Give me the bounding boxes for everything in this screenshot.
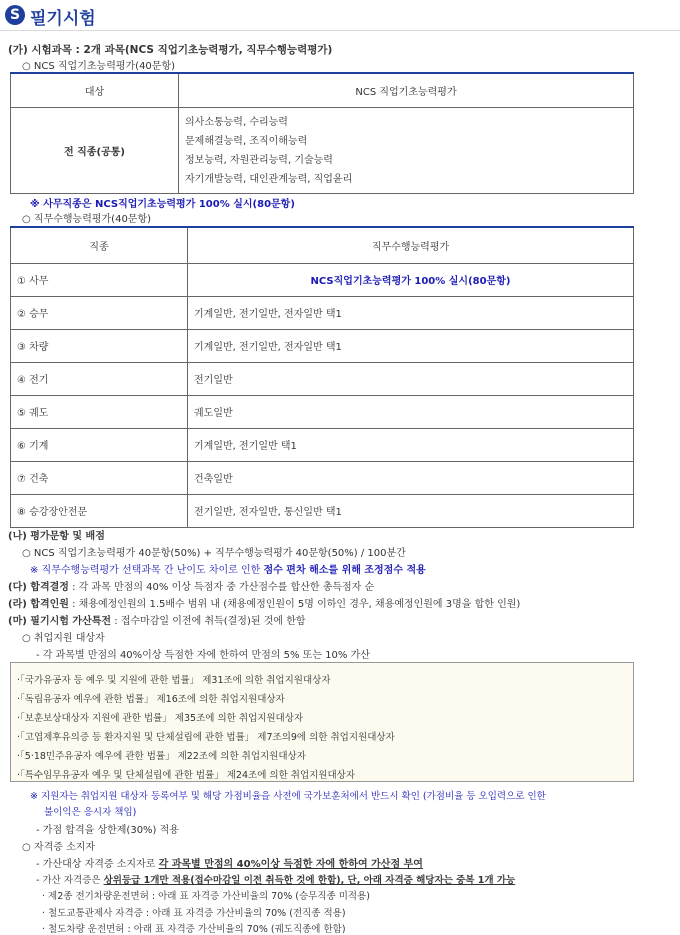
cert-item: · 제2종 전기차량운전면허 : 아래 표 자격증 가산비율의 70% (승무직종 미적용) [42, 891, 370, 902]
section-ra-label: (라) 합격인원 [8, 599, 69, 610]
section-ma-label: (마) 필기시험 가산특전 [8, 616, 112, 627]
ncs-row-label: 전 직종(공통) [11, 107, 179, 193]
job-cell: ④ 전기 [11, 362, 188, 395]
veteran-bonus-line: - 각 과목별 만점의 40%이상 득점한 자에 한하여 만점의 5% 또는 10% 가산 [36, 650, 370, 661]
cert-line1 [36, 855, 423, 870]
veteran-note-line2: 불이익은 응시자 책임) [44, 807, 137, 818]
section-ma-text: : 접수마감일 이전에 취득(결정)된 것에 한함 [111, 616, 306, 627]
law-item: ·「5·18민주유공자 예우에 관한 법률」 제22조에 의한 취업지원대상자 [17, 751, 306, 762]
adjust-note-bold: 점수 편차 해소를 위해 조정점수 적용 [263, 565, 426, 576]
ability-line: 의사소통능력, 수리능력 [185, 116, 288, 128]
job-perf-table [10, 226, 634, 528]
eval-cell: 기계일반, 전기일반, 전자일반 택1 [188, 296, 634, 329]
job-cell: ⑤ 궤도 [11, 395, 188, 428]
law-item: ·「특수임무유공자 예우 및 단체설립에 관한 법률」 제24조에 의한 취업지원대상자 [17, 770, 356, 781]
section-ga-title: (가) 시험과목 : 2개 과목(NCS 직업기초능력평가, 직무수행능력평가) [8, 44, 333, 56]
cert-line2-bold: 상위등급 1개만 적용(접수마감일 이전 취득한 것에 한함), 단, 아래 자격증 해당자는 중복 1개 가능 [103, 875, 516, 886]
table-row [11, 296, 634, 329]
job-cell: ⑥ 기계 [11, 428, 188, 461]
section-da-text: : 각 과목 만점의 40% 이상 득점자 중 가산점수를 합산한 총득점자 순 [68, 582, 375, 593]
cert-line2-pre: - 가산 자격증은 [36, 875, 104, 886]
law-item: ·「고엽제후유의증 등 환자지원 및 단체설립에 관한 법률」 제7조의9에 의한 취업지원대상자 [17, 732, 395, 743]
section-ra [8, 595, 520, 610]
eval-cell: 전기일반 [188, 362, 634, 395]
eval-cell: 기계일반, 전기일반, 전자일반 택1 [188, 329, 634, 362]
cert-line1-pre: - 가산대상 자격증 소지자로 [36, 859, 159, 870]
job-perf-subheading: ○ 직무수행능력평가(40문항) [22, 214, 152, 225]
office-note: ※ 사무직종은 NCS직업기초능력평가 100% 실시(80문항) [30, 199, 295, 210]
eval-cell: 기계일반, 전기일반 택1 [188, 428, 634, 461]
veteran-law-box [10, 662, 634, 782]
section-ma [8, 612, 306, 627]
eval-cell: 궤도일반 [188, 395, 634, 428]
cap-line: - 가점 합격을 상한제(30%) 적용 [36, 825, 179, 836]
job-table-header-eval: 직무수행능력평가 [188, 227, 634, 263]
table-row [11, 494, 634, 527]
table-row [11, 263, 634, 296]
cert-item: · 철도교통관제사 자격증 : 아래 표 자격증 가산비율의 70% (전직종 적용) [42, 908, 346, 919]
job-cell: ① 사무 [11, 263, 188, 296]
eval-cell: 전기일반, 전자일반, 통신일반 택1 [188, 494, 634, 527]
eval-cell: NCS직업기초능력평가 100% 실시(80문항) [188, 263, 634, 296]
job-cell: ② 승무 [11, 296, 188, 329]
table-row [11, 428, 634, 461]
cert-subheading: ○ 자격증 소지자 [22, 842, 96, 853]
job-cell: ③ 차량 [11, 329, 188, 362]
table-row [11, 329, 634, 362]
cert-line2 [36, 872, 515, 886]
section-na-line: ○ NCS 직업기초능력평가 40문항(50%) + 직무수행능력평가 40문항(50%) / 100분간 [22, 548, 406, 559]
job-cell: ⑦ 건축 [11, 461, 188, 494]
ability-line: 자기개발능력, 대인관계능력, 직업윤리 [185, 173, 353, 185]
adjust-note-pre: ※ 직무수행능력평가 선택과목 간 난이도 차이로 인한 [30, 565, 264, 576]
ncs-abilities-cell [179, 107, 634, 193]
law-item: ·「국가유공자 등 예우 및 지원에 관한 법률」 제31조에 의한 취업지원대상자 [17, 675, 331, 686]
section-da [8, 578, 374, 593]
eval-cell: 건축일반 [188, 461, 634, 494]
job-cell: ⑧ 승강장안전문 [11, 494, 188, 527]
table-row [11, 461, 634, 494]
ncs-subheading: ○ NCS 직업기초능력평가(40문항) [22, 61, 176, 72]
logo-icon: S [5, 5, 25, 25]
table-row [11, 395, 634, 428]
job-table-header-job: 직종 [11, 227, 188, 263]
adjust-note [30, 561, 426, 576]
cert-item: · 철도차량 운전면허 : 아래 표 자격증 가산비율의 70% (궤도직종에 한함) [42, 924, 346, 935]
veteran-note-line1: ※ 지원자는 취업지원 대상자 등록여부 및 해당 가점비율을 사전에 국가보훈처에서 반드시 확인 (가점비율 등 오입력으로 인한 [30, 791, 546, 802]
section-da-label: (다) 합격결정 [8, 582, 69, 593]
section-ra-text: : 채용예정인원의 1.5배수 범위 내 (채용예정인원이 5명 이하인 경우, 채용예정인원에 3명을 합한 인원) [68, 599, 521, 610]
ability-line: 문제해결능력, 조직이해능력 [185, 135, 308, 147]
ability-line: 정보능력, 자원관리능력, 기술능력 [185, 154, 333, 166]
ncs-table [10, 72, 634, 194]
law-item: ·「보훈보상대상자 지원에 관한 법률」 제35조에 의한 취업지원대상자 [17, 713, 304, 724]
table-row [11, 362, 634, 395]
ncs-table-header-ncs: NCS 직업기초능력평가 [179, 73, 634, 107]
page-title: 필기시험 [30, 9, 96, 29]
law-item: ·「독립유공자 예우에 관한 법률」 제16조에 의한 취업지원대상자 [17, 694, 285, 705]
ncs-table-header-target: 대상 [11, 73, 179, 107]
veteran-subheading: ○ 취업지원 대상자 [22, 633, 105, 644]
cert-line1-bold: 각 과목별 만점의 40%이상 득점한 자에 한하여 가산점 부여 [158, 859, 423, 870]
section-na-title: (나) 평가문항 및 배점 [8, 531, 105, 542]
page-header [0, 0, 680, 31]
